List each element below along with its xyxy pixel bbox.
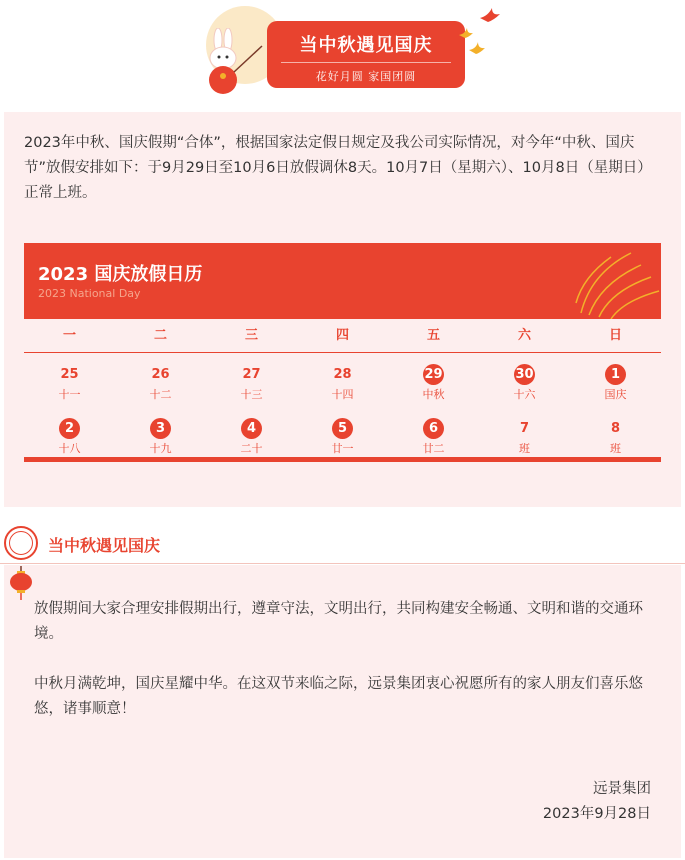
day-sublabel: 二十 xyxy=(240,442,263,455)
holiday-day-number: 4 xyxy=(241,418,262,439)
day-number: 25 xyxy=(60,367,79,382)
calendar-day-cell xyxy=(479,353,570,407)
day-number: 27 xyxy=(242,367,261,382)
calendar-grid xyxy=(24,353,661,461)
day-number: 7 xyxy=(519,421,530,436)
bird-icon xyxy=(458,26,474,40)
calendar-day-cell xyxy=(479,407,570,461)
calendar-day-cell xyxy=(388,407,479,461)
calendar-day-cell xyxy=(24,407,115,461)
weekday-header xyxy=(24,319,661,353)
day-sublabel: 廿一 xyxy=(331,442,354,455)
section-title: 当中秋遇见国庆 xyxy=(48,536,161,555)
calendar-day-cell xyxy=(297,407,388,461)
holiday-day-number: 5 xyxy=(332,418,353,439)
holiday-day-number: 3 xyxy=(150,418,171,439)
section-divider xyxy=(0,563,685,564)
calendar-day-cell xyxy=(206,353,297,407)
title-divider xyxy=(281,62,451,63)
day-sublabel: 中秋 xyxy=(422,388,445,401)
day-number: 8 xyxy=(610,421,621,436)
day-sublabel: 国庆 xyxy=(604,388,627,401)
day-sublabel: 十一 xyxy=(58,388,81,401)
calendar-day-cell xyxy=(115,353,206,407)
weekday-label: 三 xyxy=(244,328,258,343)
circle-ornament-icon xyxy=(9,531,33,555)
notice-section xyxy=(4,112,681,507)
weekday-label: 日 xyxy=(608,328,622,343)
rabbit-icon xyxy=(196,28,266,98)
bird-icon xyxy=(478,4,502,26)
signature-date: 2023年9月28日 xyxy=(542,806,651,822)
holiday-day-number: 1 xyxy=(605,364,626,385)
calendar-day-cell xyxy=(115,407,206,461)
calendar-header xyxy=(24,243,661,319)
weekday-label: 四 xyxy=(335,328,349,343)
holiday-day-number: 6 xyxy=(423,418,444,439)
header-banner xyxy=(0,0,685,105)
page-title: 当中秋遇见国庆 xyxy=(299,35,433,56)
weekday-label: 二 xyxy=(153,328,167,343)
title-banner xyxy=(267,21,465,88)
holiday-calendar xyxy=(24,243,661,462)
weekday-label: 六 xyxy=(517,328,531,343)
calendar-subtitle: 2023 National Day xyxy=(38,287,141,300)
calendar-week-row xyxy=(24,407,661,461)
fireworks-icon xyxy=(571,243,661,319)
day-sublabel: 十六 xyxy=(513,388,536,401)
calendar-week-row xyxy=(24,353,661,407)
calendar-day-cell xyxy=(24,353,115,407)
calendar-day-cell xyxy=(570,407,661,461)
company-signature: 远景集团 xyxy=(593,781,651,797)
weekday-label: 五 xyxy=(426,328,440,343)
day-number: 26 xyxy=(151,367,170,382)
lantern-icon xyxy=(8,566,34,600)
day-sublabel: 班 xyxy=(519,442,530,455)
day-sublabel: 廿二 xyxy=(422,442,445,455)
day-sublabel: 十八 xyxy=(58,442,81,455)
page-subtitle: 花好月圆 家国团圆 xyxy=(315,70,417,83)
bird-icon xyxy=(468,40,486,56)
message-paragraph: 中秋月满乾坤，国庆星耀中华。在这双节来临之际，远景集团衷心祝愿所有的家人朋友们喜乐悠悠，诸事顺意！ xyxy=(34,676,643,717)
day-sublabel: 十三 xyxy=(240,388,263,401)
weekday-label: 一 xyxy=(62,328,76,343)
message-section xyxy=(4,565,681,858)
day-number: 28 xyxy=(333,367,352,382)
holiday-day-number: 30 xyxy=(514,364,535,385)
section-heading xyxy=(0,524,685,564)
day-sublabel: 十四 xyxy=(331,388,354,401)
calendar-day-cell xyxy=(570,353,661,407)
calendar-day-cell xyxy=(388,353,479,407)
day-sublabel: 班 xyxy=(610,442,621,455)
intro-text: 2023年中秋、国庆假期“合体”，根据国家法定假日规定及我公司实际情况，对今年“中秋、国庆节”放假安排如下：于9月29日至10月6日放假调休8天。10月7日（星期六）、10月8日（星期日）正常上班。 xyxy=(24,135,652,201)
holiday-day-number: 2 xyxy=(59,418,80,439)
day-sublabel: 十九 xyxy=(149,442,172,455)
calendar-day-cell xyxy=(206,407,297,461)
calendar-title: 2023 国庆放假日历 xyxy=(38,264,203,285)
message-paragraph: 放假期间大家合理安排假期出行，遵章守法，文明出行，共同构建安全畅通、文明和谐的交通环境。 xyxy=(34,601,643,642)
day-sublabel: 十二 xyxy=(149,388,172,401)
calendar-day-cell xyxy=(297,353,388,407)
holiday-day-number: 29 xyxy=(423,364,444,385)
